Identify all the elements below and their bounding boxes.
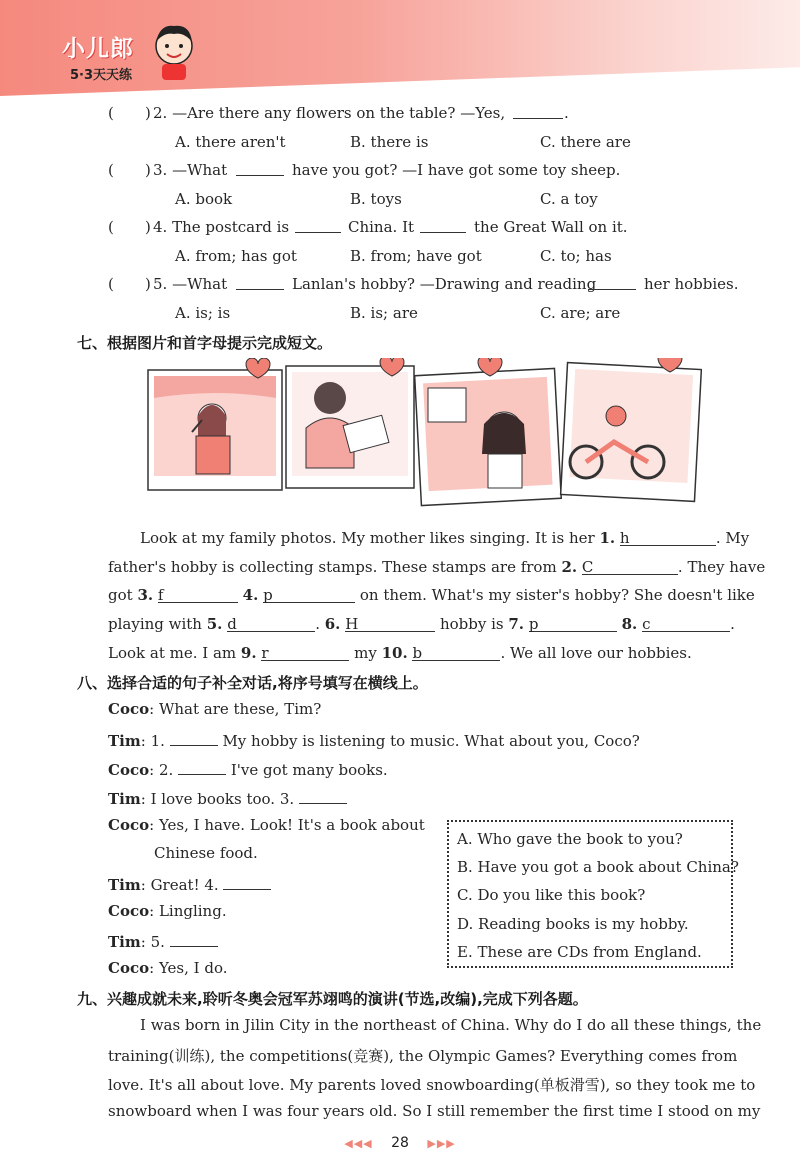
initial-letter: d — [227, 615, 237, 633]
blank-number: 4. — [204, 876, 219, 894]
initial-letter: c — [642, 615, 651, 633]
section-7-title: 七、根据图片和首字母提示完成短文。 — [77, 334, 333, 352]
blank-number: 6. — [324, 615, 341, 633]
dialog-text: Lingling. — [158, 902, 227, 920]
option-c: C. there are — [540, 133, 631, 151]
section-8-title: 八、选择合适的句子补全对话,将序号填写在横线上。 — [77, 674, 428, 692]
initial-letter: H — [345, 615, 359, 633]
dialog-blank-1[interactable] — [170, 729, 218, 746]
initial-letter: C — [581, 558, 594, 576]
dialog-line-5-cont: Chinese food. — [154, 844, 258, 862]
text-run: hobby is — [435, 615, 509, 633]
dialog-line-4 — [108, 787, 347, 808]
dialog-text: Great! — [150, 876, 200, 894]
speech-line-4: snowboard when I was four years old. So I still remember the first time I stood on my — [108, 1102, 761, 1120]
separator: : — [149, 700, 155, 718]
word-blank-2[interactable] — [582, 558, 678, 575]
option-a: A. there aren't — [175, 133, 286, 151]
question-stem: 5. —What — [153, 275, 228, 293]
word-blank-7[interactable] — [529, 615, 617, 632]
text-run: my — [349, 644, 382, 662]
text-run: playing with — [108, 615, 207, 633]
question-stem-end: her hobbies. — [644, 275, 739, 293]
option-b: B. toys — [350, 190, 402, 208]
question-stem-mid: Lanlan's hobby? —Drawing and reading — [292, 275, 597, 293]
blank-number: 10. — [381, 644, 408, 662]
separator: : — [140, 933, 146, 951]
blank-number: 1. — [599, 529, 616, 547]
option-b: B. there is — [350, 133, 429, 151]
text-run: father's hobby is collecting stamps. These stamps are from — [108, 558, 562, 576]
word-blank-6[interactable] — [345, 615, 435, 632]
separator: : — [149, 761, 155, 779]
dialog-line-1 — [108, 700, 321, 718]
dialog-blank-5[interactable] — [170, 930, 218, 947]
option-a: A. book — [175, 190, 233, 208]
option-c: C. a toy — [540, 190, 598, 208]
left-arrows-icon: ◀◀◀ — [344, 1137, 373, 1150]
option-a: A. is; is — [175, 304, 231, 322]
text-run: Look at my family photos. My mother likes singing. It is her — [140, 529, 600, 547]
blank-number: 3. — [279, 790, 295, 808]
dialog-text: Yes, I have. Look! It's a book about — [158, 816, 425, 834]
separator: : — [140, 790, 146, 808]
brand-logo-text: 小儿郎 — [62, 36, 134, 62]
speaker: Tim — [108, 790, 141, 808]
brand-series: 5·3天天练 — [70, 68, 133, 83]
separator: : — [149, 816, 155, 834]
text-run: on them. What's my sister's hobby? She doesn't like — [355, 586, 755, 604]
passage-line-4 — [108, 615, 735, 633]
family-photos-illustration — [146, 358, 702, 518]
answer-blank[interactable] — [295, 218, 341, 233]
word-blank-3[interactable] — [158, 586, 238, 603]
page-footer — [0, 1135, 800, 1151]
separator: : — [140, 876, 146, 894]
text-run: got — [108, 586, 138, 604]
blank-number: 1. — [150, 732, 165, 750]
photo-boy-riding-icon — [561, 358, 702, 501]
dialog-blank-3[interactable] — [299, 787, 347, 804]
speaker: Coco — [108, 816, 150, 834]
option-c: C. to; has — [540, 247, 612, 265]
choice-d: D. Reading books is my hobby. — [457, 915, 689, 933]
speaker: Tim — [108, 876, 141, 894]
word-blank-9[interactable] — [261, 644, 349, 661]
blank-number: 8. — [621, 615, 638, 633]
answer-blank[interactable] — [513, 104, 563, 119]
word-blank-8[interactable] — [642, 615, 730, 632]
dialog-line-5 — [108, 816, 425, 834]
dialog-line-6 — [108, 873, 271, 894]
blank-number: 3. — [137, 586, 154, 604]
word-blank-4[interactable] — [263, 586, 355, 603]
dialog-line-3 — [108, 758, 388, 779]
passage-line-3 — [108, 586, 755, 604]
separator: : — [149, 959, 155, 977]
photo-sister-postcard-icon — [415, 358, 562, 506]
answer-paren-open: ( — [108, 104, 114, 122]
question-stem: 4. The postcard is — [153, 218, 290, 236]
question-stem-end: the Great Wall on it. — [474, 218, 628, 236]
initial-letter: f — [157, 586, 164, 604]
choice-a: A. Who gave the book to you? — [457, 830, 683, 848]
photo-mother-singing-icon — [148, 358, 282, 490]
speaker: Coco — [108, 902, 150, 920]
dialog-text: What are these, Tim? — [158, 700, 322, 718]
answer-paren-open: ( — [108, 275, 114, 293]
choices-box — [447, 820, 739, 968]
question-stem: 2. —Are there any flowers on the table? —Yes, — [153, 104, 506, 122]
section-9-title: 九、兴趣成就未来,聆听冬奥会冠军苏翊鸣的演讲(节选,改编),完成下列各题。 — [77, 990, 588, 1008]
answer-paren-close: ) — [145, 218, 151, 236]
answer-paren-open: ( — [108, 161, 114, 179]
separator: : — [140, 732, 146, 750]
word-blank-5[interactable] — [227, 615, 315, 632]
text-run: . My — [715, 529, 750, 547]
blank-number: 2. — [158, 761, 174, 779]
blank-number: 4. — [242, 586, 259, 604]
passage-line-2 — [108, 558, 765, 576]
speech-line-3: love. It's all about love. My parents loved snowboarding(单板滑雪), so they took me to — [108, 1076, 756, 1094]
answer-blank[interactable] — [420, 218, 466, 233]
initial-letter: h — [619, 529, 630, 547]
dialog-line-9 — [108, 959, 227, 977]
passage-line-1 — [140, 529, 749, 547]
initial-letter: p — [263, 586, 273, 604]
text-run: . — [315, 615, 325, 633]
answer-paren-close: ) — [145, 275, 151, 293]
photo-father-stamps-icon — [286, 358, 414, 488]
answer-blank[interactable] — [236, 275, 284, 290]
text-run: Look at me. I am — [108, 644, 241, 662]
dialog-text: I love books too. — [150, 790, 276, 808]
initial-letter: p — [528, 615, 539, 633]
page-number: 28 — [391, 1135, 409, 1151]
answer-blank[interactable] — [588, 275, 636, 290]
dialog-line-8 — [108, 930, 218, 951]
speech-line-2: training(训练), the competitions(竞赛), the Olympic Games? Everything comes from — [108, 1047, 738, 1065]
option-c: C. are; are — [540, 304, 621, 322]
question-stem-rest: have you got? —I have got some toy sheep. — [292, 161, 621, 179]
text-run: . They have — [677, 558, 766, 576]
dialog-text: I've got many books. — [230, 761, 388, 779]
initial-letter: r — [261, 644, 269, 662]
answer-paren-open: ( — [108, 218, 114, 236]
choice-b: B. Have you got a book about China? — [457, 858, 739, 876]
dialog-blank-2[interactable] — [178, 758, 226, 775]
blank-number: 9. — [240, 644, 257, 662]
question-stem-mid: China. It — [348, 218, 415, 236]
dialog-line-7 — [108, 902, 227, 920]
dialog-text: My hobby is listening to music. What about you, Coco? — [222, 732, 640, 750]
option-b: B. is; are — [350, 304, 418, 322]
question-stem: 3. —What — [153, 161, 228, 179]
choice-c: C. Do you like this book? — [457, 886, 646, 904]
passage-line-5 — [108, 644, 692, 662]
option-a: A. from; has got — [175, 247, 297, 265]
speaker: Tim — [108, 732, 141, 750]
speaker: Tim — [108, 933, 141, 951]
speaker: Coco — [108, 959, 150, 977]
text-run: . — [730, 615, 735, 633]
text-run: . We all love our hobbies. — [500, 644, 692, 662]
blank-number: 5. — [150, 933, 165, 951]
blank-number: 2. — [561, 558, 578, 576]
dialog-line-2 — [108, 729, 640, 750]
mascot-icon — [150, 22, 198, 82]
answer-paren-close: ) — [145, 104, 151, 122]
initial-letter: b — [412, 644, 423, 662]
separator: : — [149, 902, 155, 920]
blank-number: 5. — [206, 615, 223, 633]
blank-number: 7. — [508, 615, 525, 633]
answer-blank[interactable] — [236, 161, 284, 176]
speech-line-1: I was born in Jilin City in the northeast of China. Why do I do all these things, the — [140, 1016, 762, 1034]
right-arrows-icon: ▶▶▶ — [427, 1137, 456, 1150]
dialog-text: Yes, I do. — [158, 959, 228, 977]
speaker: Coco — [108, 761, 150, 779]
word-blank-1[interactable] — [620, 529, 716, 546]
choice-e: E. These are CDs from England. — [457, 943, 702, 961]
option-b: B. from; have got — [350, 247, 482, 265]
word-blank-10[interactable] — [412, 644, 500, 661]
answer-paren-close: ) — [145, 161, 151, 179]
dialog-blank-4[interactable] — [223, 873, 271, 890]
question-stem-end: . — [564, 104, 569, 122]
speaker: Coco — [108, 700, 150, 718]
